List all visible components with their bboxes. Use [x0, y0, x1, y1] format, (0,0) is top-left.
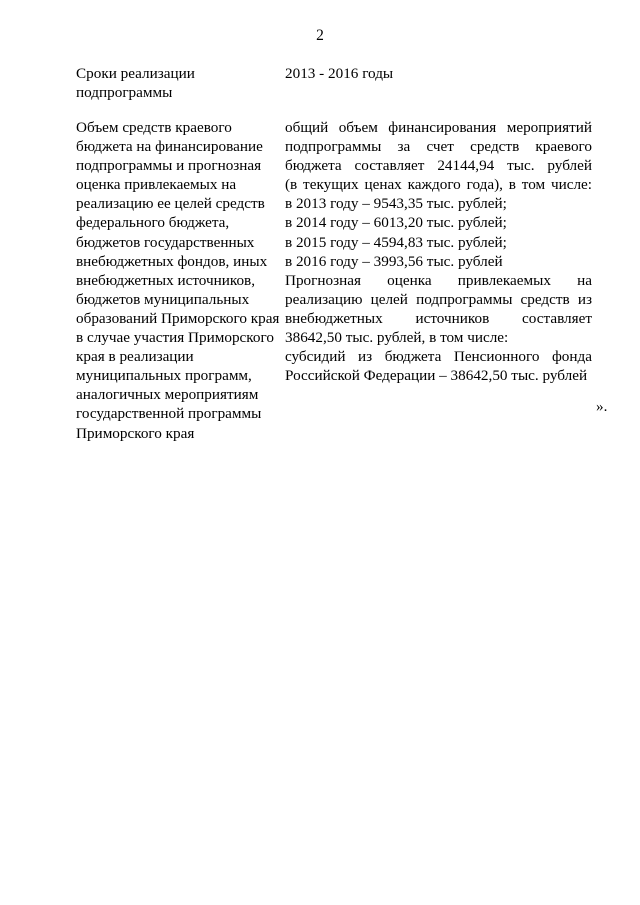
value-line: общий объем финансирования мероприятий	[285, 119, 592, 136]
label-line: подпрограммы и прогнозная	[76, 157, 262, 175]
value-line: 2013 - 2016 годы	[285, 65, 394, 82]
value-line: бюджета составляет 24144,94 тыс. рублей	[285, 157, 592, 175]
value-line: субсидий из бюджета Пенсионного фонда	[285, 348, 592, 366]
label-line: бюджета на финансирование	[76, 138, 263, 156]
value-line: (в текущих ценах каждого года), в том числе:	[285, 176, 592, 194]
label-line: государственной программы	[76, 405, 262, 423]
label-line: Объем средств краевого	[76, 119, 232, 136]
label-line: внебюджетных источников,	[76, 271, 256, 289]
label-line: внебюджетных фондов, иных	[76, 252, 268, 270]
label-line: бюджетов муниципальных	[76, 290, 250, 308]
value-line: подпрограммы за счет средств краевого	[285, 138, 592, 156]
value-line: в 2016 году – 3993,56 тыс. рублей	[285, 252, 503, 270]
row-value-financing	[285, 118, 592, 385]
label-line: реализацию ее целей средств	[76, 195, 265, 213]
label-line: аналогичных мероприятиям	[76, 386, 259, 404]
label-line: в случае участия Приморского	[76, 329, 274, 347]
closing-quote: ».	[596, 398, 608, 415]
value-line: в 2015 году – 4594,83 тыс. рублей;	[285, 233, 507, 251]
label-line: оценка привлекаемых на	[76, 176, 237, 194]
value-line: Российской Федерации – 38642,50 тыс. рублей	[285, 367, 588, 385]
label-line: образований Приморского края	[76, 309, 280, 327]
page-number: 2	[316, 27, 324, 44]
label-line: федерального бюджета,	[76, 214, 230, 232]
label-line: бюджетов государственных	[76, 233, 255, 251]
label-line: Сроки реализации	[76, 65, 195, 82]
value-line: реализацию целей подпрограммы средств из	[285, 290, 592, 308]
value-line: 38642,50 тыс. рублей, в том числе:	[285, 329, 509, 347]
row-value-period	[285, 64, 592, 83]
value-line: внебюджетных источников составляет	[285, 309, 592, 327]
label-line: Приморского края	[76, 424, 195, 442]
label-line: муниципальных программ,	[76, 367, 252, 385]
label-line: края в реализации	[76, 348, 194, 366]
value-line: в 2014 году – 6013,20 тыс. рублей;	[285, 214, 507, 232]
row-label-financing	[76, 118, 281, 443]
label-line: подпрограммы	[76, 84, 173, 102]
value-line: Прогнозная оценка привлекаемых на	[285, 271, 592, 289]
value-line: в 2013 году – 9543,35 тыс. рублей;	[285, 195, 507, 213]
row-label-period	[76, 64, 281, 102]
